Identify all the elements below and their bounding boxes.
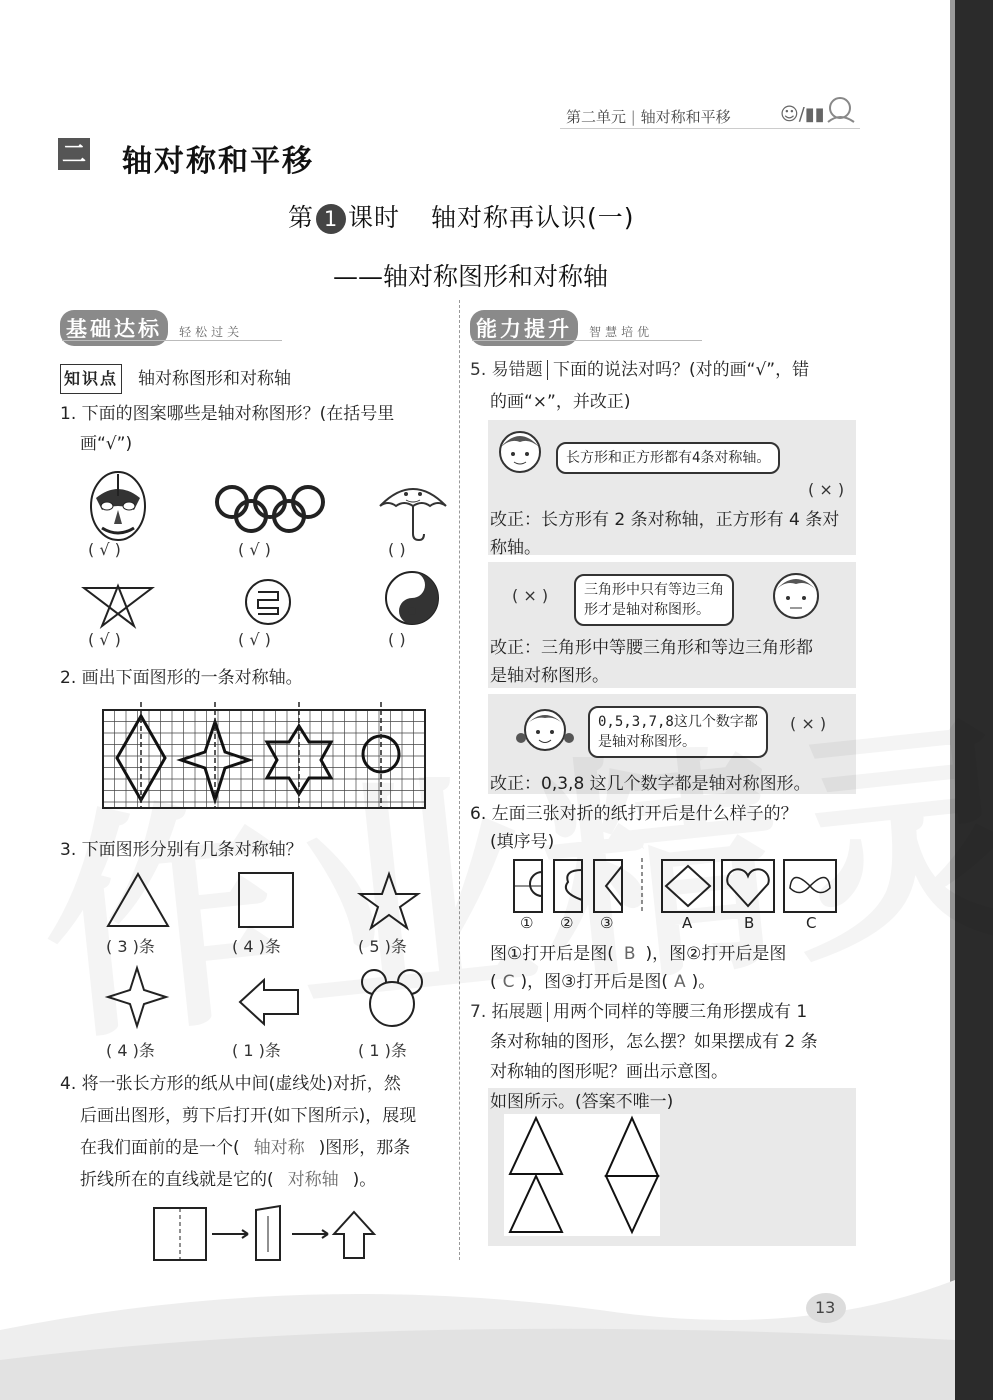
q6-ans1-end: )，图②打开后是图 <box>645 944 787 964</box>
star-outline-icon <box>82 584 154 628</box>
q5-line1 <box>470 356 870 384</box>
q5-bubble2-line1: 三角形中只有等边三角 <box>584 582 724 598</box>
q6-ans2-value: C <box>502 972 515 992</box>
q4-line4-end: )。 <box>352 1170 377 1190</box>
q1-answer-3: ( ) <box>388 540 406 559</box>
q5-mark3: ( × ) <box>790 714 827 733</box>
q6-line1: 6. 左面三张对折的纸打开后是什么样子的？ <box>470 804 798 824</box>
header-unit: 第二单元 <box>566 108 627 126</box>
q3-answer-4: ( 4 )条 <box>106 1041 155 1060</box>
q4-blank2: 对称轴 <box>287 1170 339 1190</box>
section-basic-label: 基础达标 <box>60 310 168 346</box>
opera-mask-icon <box>88 470 148 542</box>
unit-title: 轴对称和平移 <box>122 144 314 179</box>
q5-bubble1: 长方形和正方形都有4条对称轴。 <box>556 442 780 474</box>
lesson-suffix: 课时 <box>348 203 401 232</box>
q3-text: 3. 下面图形分别有几条对称轴？ <box>60 840 303 860</box>
q6-label-1: ① <box>520 914 534 932</box>
unit-badge: 二 <box>58 138 90 170</box>
q7-line2: 条对称轴的图形，怎么摆？如果摆成有 2 条 <box>490 1032 818 1052</box>
q6-label-b: B <box>744 914 755 932</box>
q4-blank1: 轴对称 <box>253 1138 305 1158</box>
q5-bubble3-line1: 0,5,3,7,8这几个数字都 <box>598 714 758 730</box>
q6-ans1-start: 图①打开后是图( <box>490 944 614 964</box>
page-number: 13 <box>815 1298 836 1317</box>
q4-line1: 4. 将一张长方形的纸从中间(虚线处)对折，然 <box>60 1074 401 1094</box>
q5-fix1-line2: 称轴。 <box>490 538 541 558</box>
q3-answer-1: ( 3 )条 <box>106 937 155 956</box>
lesson-prefix: 第 <box>288 203 315 232</box>
q6-ans2-open: ( <box>490 972 497 992</box>
q5-line1-text: 下面的说法对吗？(对的画“√”，错 <box>553 360 810 380</box>
q5-mark2: ( × ) <box>512 586 549 605</box>
knowledge-point <box>60 364 291 394</box>
umbrella-icon <box>376 476 450 544</box>
q5-bubble2-line2: 形才是轴对称图形。 <box>584 602 710 618</box>
q5-fix2-line2: 是轴对称图形。 <box>490 666 609 686</box>
section-ability-rule <box>472 340 702 341</box>
q5-line2: 的画“×”，并改正) <box>490 392 631 412</box>
q5-mark1: ( × ) <box>808 480 845 499</box>
olympic-rings-icon <box>212 484 330 534</box>
yin-yang-icon <box>384 570 440 626</box>
q3-answer-2: ( 4 )条 <box>232 937 281 956</box>
svg-text:☺/▮▮: ☺/▮▮ <box>780 104 825 125</box>
q5-fix1-line1: 改正：长方形有 2 条对称轴，正方形有 4 条对 <box>490 510 840 530</box>
q4-line3-start: 在我们面前的是一个( <box>80 1138 240 1158</box>
q7-line3: 对称轴的图形呢？画出示意图。 <box>490 1062 728 1082</box>
q5-bubble3-line2: 是轴对称图形。 <box>598 734 696 750</box>
q1-answer-4: ( √ ) <box>88 630 121 649</box>
lesson-name: 轴对称再认识(一) <box>430 203 635 232</box>
q5-tag: 5. 易错题 <box>470 360 548 380</box>
knowledge-point-tag: 知识点 <box>60 364 122 394</box>
q4-line2: 后画出图形，剪下后打开(如下图所示)，展现 <box>80 1106 417 1126</box>
section-basic-sub: 轻松过关 <box>179 325 244 339</box>
q7-tag: 7. 拓展题 <box>470 1002 548 1022</box>
q7-answer: 如图所示。(答案不唯一) <box>490 1092 674 1112</box>
q3-answer-5: ( 1 )条 <box>232 1041 281 1060</box>
section-ability-label: 能力提升 <box>470 310 578 346</box>
q6-ans3-value: A <box>674 972 686 992</box>
boy2-avatar-icon <box>768 566 824 626</box>
q6-label-c: C <box>806 914 817 932</box>
q4-line4 <box>80 1166 376 1194</box>
q7-triangle-figure <box>504 1114 664 1238</box>
boy-avatar-icon <box>494 424 546 482</box>
q3-answer-6: ( 1 )条 <box>358 1041 407 1060</box>
header-rule <box>560 128 860 129</box>
q6-ans1-value: B <box>623 944 636 964</box>
lesson-subtitle: ——轴对称图形和对称轴 <box>333 262 609 291</box>
q4-line3-end: )图形，那条 <box>318 1138 411 1158</box>
q2-text: 2. 画出下面图形的一条对称轴。 <box>60 668 303 688</box>
running-header: 第二单元 | 轴对称和平移 <box>566 108 731 126</box>
q4-line3 <box>80 1134 410 1162</box>
lesson-title <box>288 198 635 234</box>
section-ability <box>470 310 653 340</box>
q4-line4-start: 折线所在的直线就是它的( <box>80 1170 274 1190</box>
q6-ans2-mid: )，图③打开后是图( <box>520 972 669 992</box>
q3-answer-3: ( 5 )条 <box>358 937 407 956</box>
q1-answer-6: ( ) <box>388 630 406 649</box>
chinese-pattern-icon <box>244 578 292 626</box>
lesson-number: 1 <box>316 204 346 234</box>
q1-answer-2: ( √ ) <box>238 540 271 559</box>
q7-line1-text: 用两个同样的等腰三角形摆成有 1 <box>553 1002 808 1022</box>
q6-label-2: ② <box>560 914 574 932</box>
knowledge-point-text: 轴对称图形和对称轴 <box>138 369 292 389</box>
q6-ans2-end: )。 <box>691 972 716 992</box>
section-basic <box>60 310 243 340</box>
header-mascot-icon <box>780 92 860 128</box>
q1-answer-5: ( √ ) <box>238 630 271 649</box>
q1-answer-1: ( √ ) <box>88 540 121 559</box>
q6-label-3: ③ <box>600 914 614 932</box>
q1-line2: 画“√”) <box>80 434 133 454</box>
header-topic: 轴对称和平移 <box>640 108 731 126</box>
q6-line2: (填序号) <box>490 832 555 852</box>
q1-line1: 1. 下面的图案哪些是轴对称图形？(在括号里 <box>60 404 395 424</box>
q5-fix2-line1: 改正：三角形中等腰三角形和等边三角形都 <box>490 638 813 658</box>
q6-label-a: A <box>682 914 693 932</box>
section-basic-rule <box>62 340 282 341</box>
section-ability-sub: 智慧培优 <box>589 325 654 339</box>
q5-fix3: 改正：0,3,8 这几个数字都是轴对称图形。 <box>490 774 811 794</box>
q5-bubble2 <box>574 574 734 626</box>
